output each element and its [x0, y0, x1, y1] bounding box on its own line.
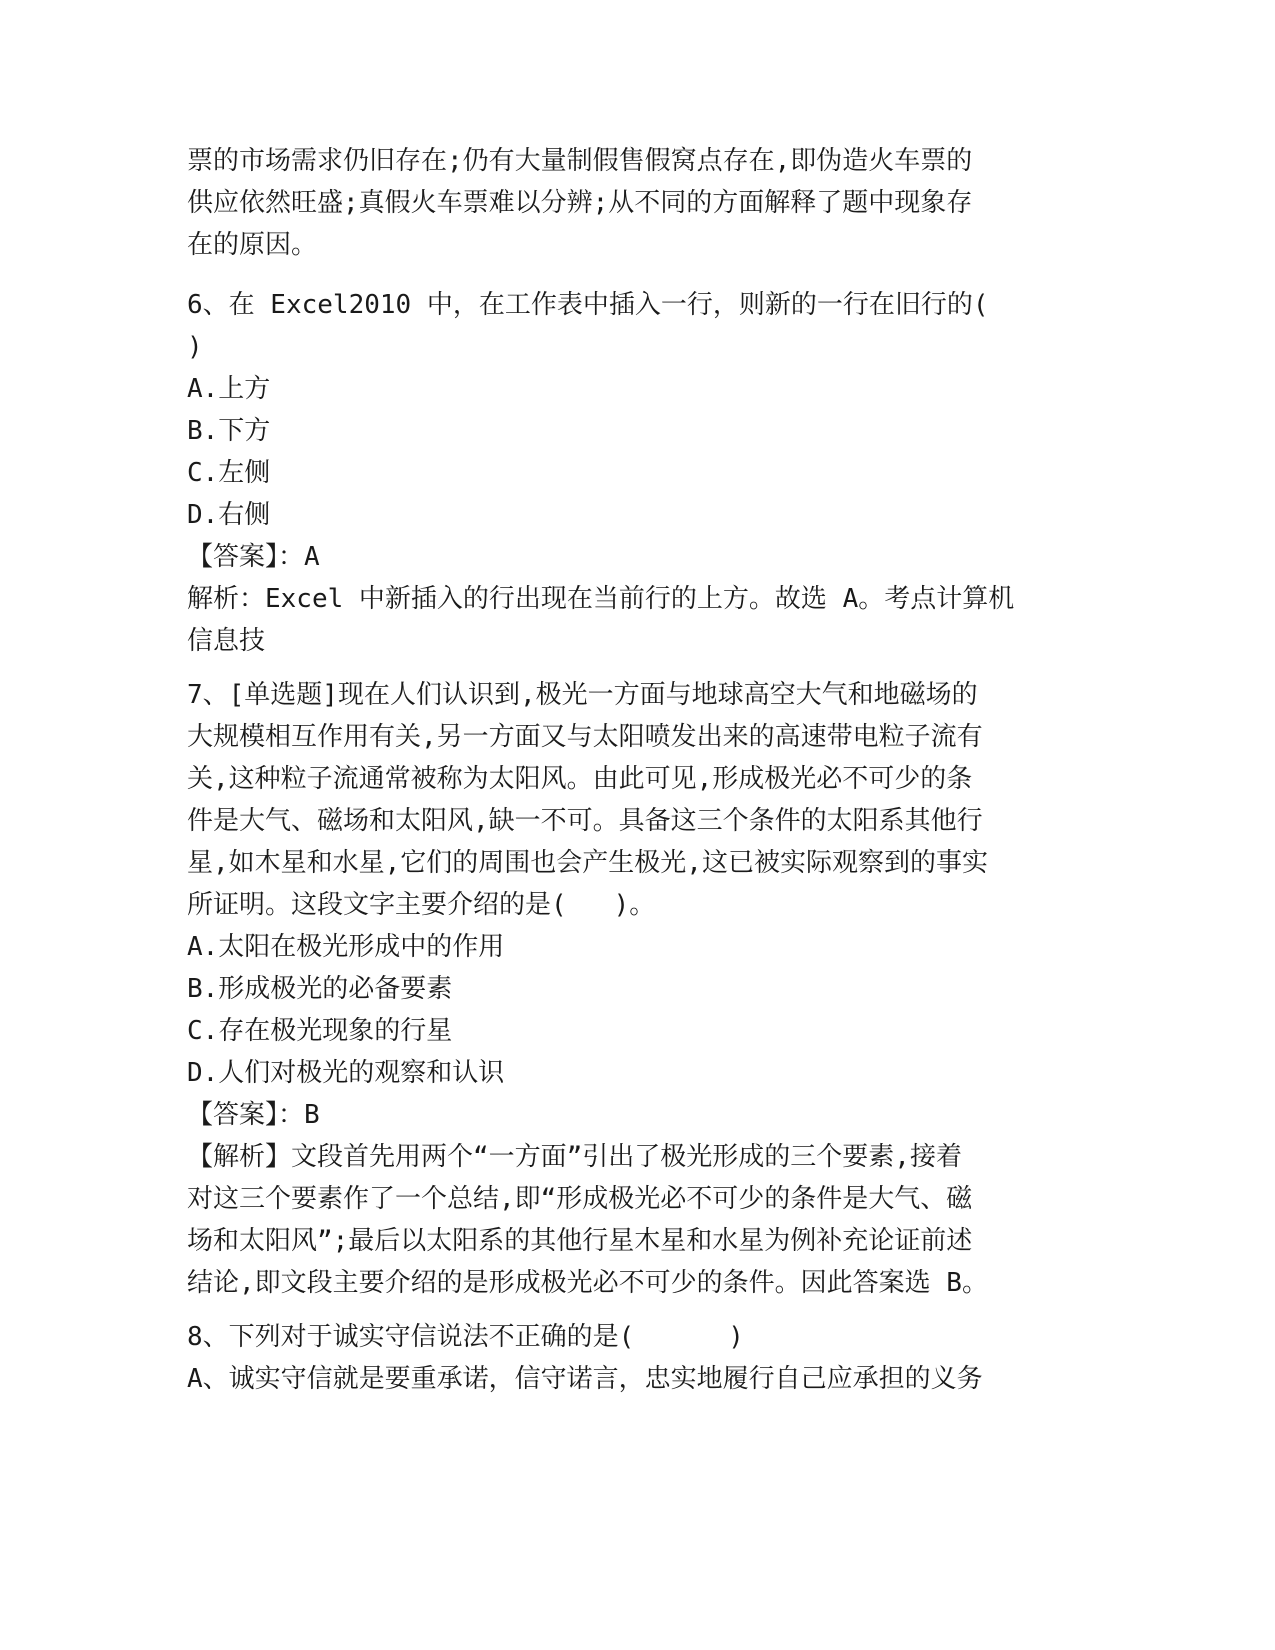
question-6-option-c: C.左侧	[187, 458, 271, 488]
question-7	[187, 674, 1077, 1304]
question-6-option-d: D.右侧	[187, 500, 271, 530]
intro-line: 在的原因。	[187, 230, 318, 260]
question-6-text: 6、在 Excel2010 中，在工作表中插入一行，则新的一行在旧行的(	[187, 290, 989, 320]
question-7-option-d: D.人们对极光的观察和认识	[187, 1058, 505, 1088]
question-7-analysis: 【解析】文段首先用两个“一方面”引出了极光形成的三个要素,接着	[187, 1142, 962, 1172]
question-6-analysis: 解析：Excel 中新插入的行出现在当前行的上方。故选 A。考点计算机	[187, 584, 1015, 614]
question-7-text: 件是大气、磁场和太阳风,缺一不可。具备这三个条件的太阳系其他行	[187, 806, 983, 836]
question-8-option-a: A、诚实守信就是要重承诺，信守诺言，忠实地履行自己应承担的义务	[187, 1364, 983, 1394]
question-7-text: 关,这种粒子流通常被称为太阳风。由此可见,形成极光必不可少的条	[187, 764, 973, 794]
question-7-option-a: A.太阳在极光形成中的作用	[187, 932, 505, 962]
question-7-analysis: 对这三个要素作了一个总结,即“形成极光必不可少的条件是大气、磁	[187, 1184, 973, 1214]
question-8-text: 8、下列对于诚实守信说法不正确的是( )	[187, 1322, 744, 1352]
question-7-option-b: B.形成极光的必备要素	[187, 974, 453, 1004]
question-7-answer: 【答案】：B	[187, 1100, 320, 1130]
question-7-analysis: 结论,即文段主要介绍的是形成极光必不可少的条件。因此答案选 B。	[187, 1268, 988, 1298]
question-7-text: 星,如木星和水星,它们的周围也会产生极光,这已被实际观察到的事实	[187, 848, 988, 878]
question-6-option-b: B.下方	[187, 416, 271, 446]
intro-paragraph	[187, 140, 1077, 266]
intro-line: 票的市场需求仍旧存在;仍有大量制假售假窝点存在,即伪造火车票的	[187, 146, 973, 176]
question-7-option-c: C.存在极光现象的行星	[187, 1016, 453, 1046]
question-6-answer: 【答案】：A	[187, 542, 320, 572]
question-6-analysis: 信息技	[187, 626, 266, 656]
question-7-text: 7、[单选题]现在人们认识到,极光一方面与地球高空大气和地磁场的	[187, 680, 978, 710]
intro-line: 供应依然旺盛;真假火车票难以分辨;从不同的方面解释了题中现象存	[187, 188, 973, 218]
question-7-text: 所证明。这段文字主要介绍的是( )。	[187, 890, 656, 920]
question-8	[187, 1316, 1077, 1400]
question-7-text: 大规模相互作用有关,另一方面又与太阳喷发出来的高速带电粒子流有	[187, 722, 983, 752]
question-6-option-a: A.上方	[187, 374, 271, 404]
question-6	[187, 284, 1077, 662]
question-7-analysis: 场和太阳风”;最后以太阳系的其他行星木星和水星为例补充论证前述	[187, 1226, 973, 1256]
question-6-text: )	[187, 332, 203, 362]
